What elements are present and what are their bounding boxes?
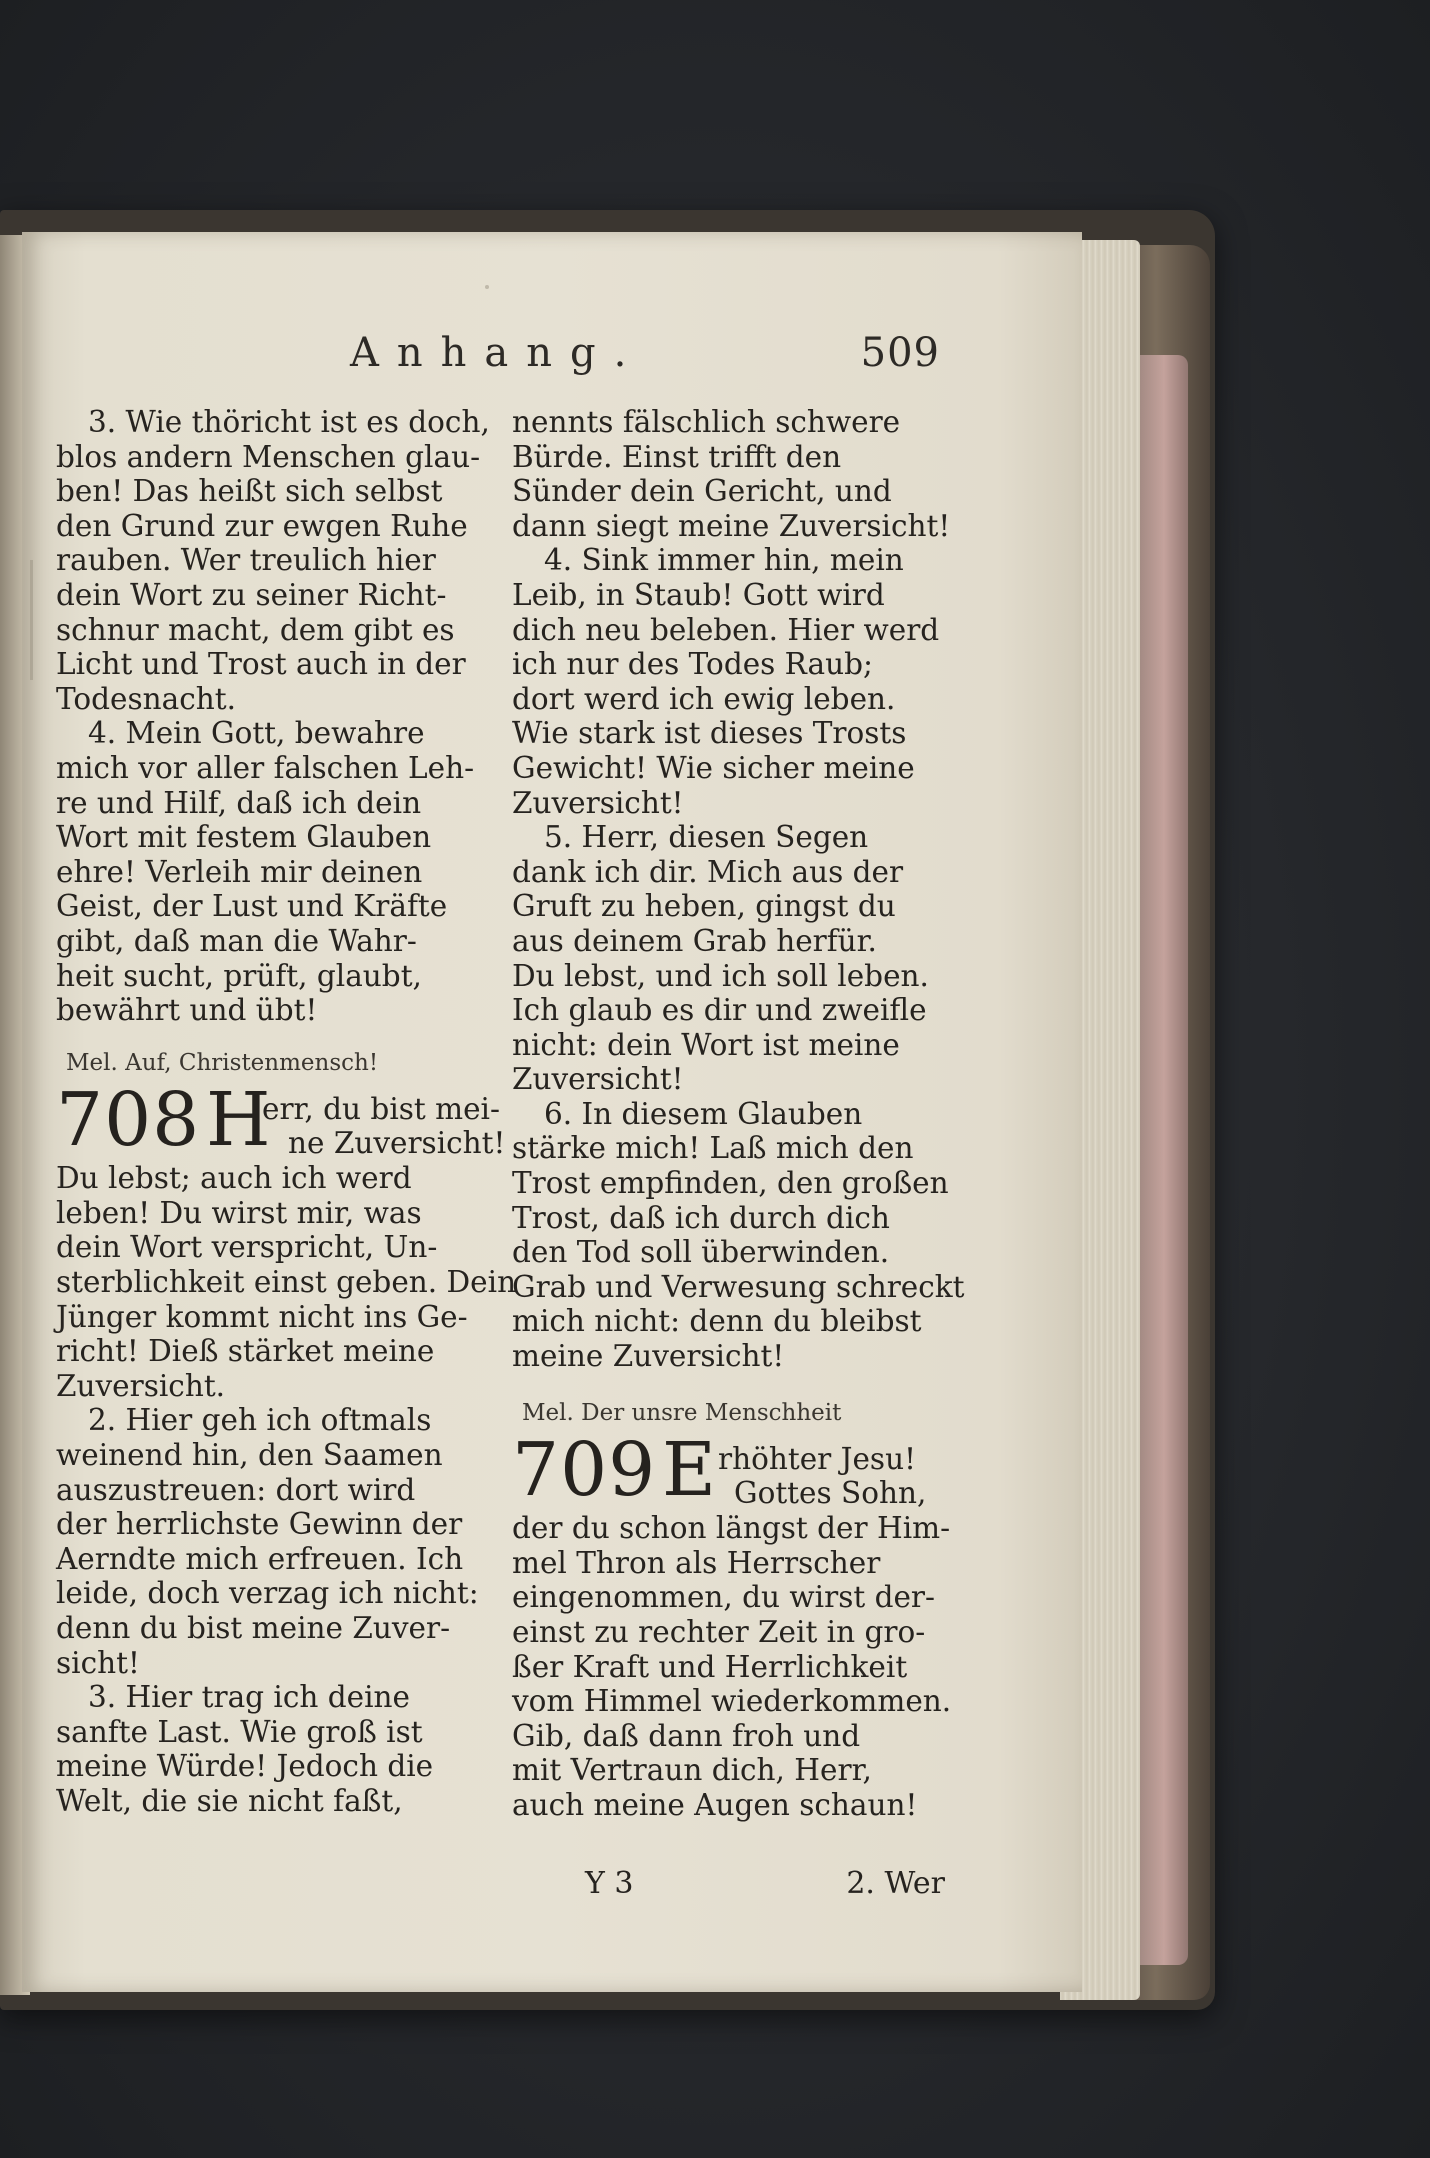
text-line: leben! Du wirst mir, was (56, 1195, 422, 1230)
page-edge-colored (1140, 355, 1188, 1965)
text-line: Du lebst; auch ich werd (56, 1161, 412, 1196)
text-line: ßer Kraft und Herrlichkeit (512, 1649, 908, 1684)
text-line: mich vor aller falschen Leh- (56, 750, 475, 785)
text-line: 6. In diesem Glauben (544, 1096, 863, 1131)
text-line: weinend hin, den Saamen (56, 1438, 443, 1473)
text-line: Gruft zu heben, gingst du (512, 889, 896, 924)
text-line: auszustreuen: dort wird (56, 1472, 416, 1507)
text-line: leide, doch verzag ich nicht: (56, 1576, 479, 1611)
text-line: nicht: dein Wort ist meine (512, 1027, 900, 1062)
right-text-bottom (512, 1511, 952, 1822)
text-line: blos andern Menschen glau- (56, 439, 481, 474)
text-line: einst zu rechter Zeit in gro- (512, 1615, 926, 1649)
text-line: ehre! Verleih mir deinen (56, 854, 423, 889)
text-line: Geist, der Lust und Kräfte (56, 889, 448, 924)
text-line: der herrlichste Gewinn der (56, 1507, 463, 1542)
text-line: Grab und Verwesung schreckt (512, 1269, 965, 1304)
page-header (350, 330, 940, 390)
text-line: gibt, daß man die Wahr- (56, 923, 417, 958)
text-line: Zuversicht! (512, 785, 684, 820)
text-line: Jünger kommt nicht ins Ge- (56, 1299, 468, 1334)
text-line: dein Wort zu seiner Richt- (56, 577, 447, 612)
text-line: mit Vertraun dich, Herr, (512, 1753, 872, 1788)
drop-capital: H (206, 1077, 271, 1164)
page-number: 509 (860, 330, 940, 376)
left-text-top (56, 405, 490, 1028)
paper-crease (30, 560, 33, 680)
text-line: 4. Sink immer hin, mein (544, 543, 904, 578)
left-text-bottom (56, 1161, 517, 1818)
text-line: Wie stark ist dieses Trosts (512, 716, 907, 751)
text-line: Du lebst, und ich soll leben. (512, 958, 929, 993)
page-footer (585, 1866, 945, 1906)
left-column (56, 405, 517, 1819)
text-line: mich nicht: denn du bleibst (512, 1304, 922, 1339)
text-line: Gewicht! Wie sicher meine (512, 750, 915, 785)
hymn-709-heading (512, 1427, 946, 1514)
hymn-708-heading (56, 1077, 506, 1164)
text-line: rauben. Wer treulich hier (56, 543, 436, 578)
text-line: richt! Dieß stärket meine (56, 1334, 435, 1369)
text-line: meine Zuversicht! (512, 1339, 785, 1374)
signature-mark: Y 3 (585, 1866, 634, 1901)
text-line: Leib, in Staub! Gott wird (512, 577, 885, 612)
text-line: dein Wort verspricht, Un- (56, 1230, 438, 1265)
running-title: Anhang. (350, 330, 645, 376)
melody-line: Mel. Auf, Christenmensch! (66, 1049, 379, 1076)
catchword: 2. Wer (846, 1866, 945, 1901)
text-line: 5. Herr, diesen Segen (544, 820, 869, 855)
text-line: aus deinem Grab herfür. (512, 923, 877, 958)
text-line: sanfte Last. Wie groß ist (56, 1714, 423, 1749)
melody-line: Mel. Der unsre Menschheit (522, 1399, 842, 1426)
text-line: re und Hilf, daß ich dein (56, 785, 422, 820)
text-line: ben! Das heißt sich selbst (56, 474, 443, 509)
drop-capital: E (662, 1427, 717, 1514)
right-column (512, 405, 965, 1823)
text-line: 3. Hier trag ich deine (88, 1680, 410, 1715)
hymn-number: 708 (56, 1077, 201, 1164)
text-line: stärke mich! Laß mich den (512, 1131, 914, 1166)
text-line: Todesnacht. (56, 681, 236, 716)
text-line: Trost empfinden, den großen (512, 1166, 949, 1201)
text-line: den Tod soll überwinden. (512, 1235, 890, 1270)
text-line: Trost, daß ich durch dich (512, 1200, 890, 1235)
text-line: den Grund zur ewgen Ruhe (56, 508, 468, 543)
text-line: denn du bist meine Zuver- (56, 1611, 451, 1645)
text-line: heit sucht, prüft, glaubt, (56, 958, 422, 993)
text-line: Sünder dein Gericht, und (512, 474, 892, 509)
text-line: Zuversicht! (512, 1062, 684, 1097)
text-line: Zuversicht. (56, 1368, 226, 1403)
text-line: sterblichkeit einst geben. Dein (56, 1265, 517, 1300)
hymn-number: 709 (512, 1427, 657, 1514)
text-line: 3. Wie thöricht ist es doch, (88, 405, 490, 439)
text-line: schnur macht, dem gibt es (56, 612, 455, 647)
text-line: mel Thron als Herrscher (512, 1545, 881, 1580)
text-line: Aerndte mich erfreuen. Ich (56, 1541, 464, 1576)
hymn-second-line: ne Zuversicht! (288, 1126, 506, 1161)
text-line: vom Himmel wiederkommen. (512, 1684, 952, 1719)
paper-speck (485, 285, 489, 289)
text-line: Gib, daß dann froh und (512, 1718, 861, 1753)
text-line: dort werd ich ewig leben. (512, 681, 896, 716)
text-line: Wort mit festem Glauben (56, 820, 432, 855)
hymn-second-line: Gottes Sohn, (734, 1476, 927, 1511)
hymn-first-line: rhöhter Jesu! (718, 1442, 916, 1477)
hymn-first-line: err, du bist mei- (262, 1092, 500, 1127)
text-line: bewährt und übt! (56, 993, 318, 1028)
text-line: dank ich dir. Mich aus der (512, 854, 904, 889)
text-line: dich neu beleben. Hier werd (512, 612, 940, 647)
text-line: eingenommen, du wirst der- (512, 1580, 935, 1615)
right-text-top (512, 405, 965, 1374)
text-line: Licht und Trost auch in der (56, 647, 466, 682)
text-line: meine Würde! Jedoch die (56, 1749, 434, 1784)
text-line: sicht! (56, 1645, 140, 1680)
text-line: auch meine Augen schaun! (512, 1787, 918, 1822)
text-line: Ich glaub es dir und zweifle (512, 993, 927, 1028)
text-line: 2. Hier geh ich oftmals (88, 1403, 432, 1438)
text-line: nennts fälschlich schwere (512, 405, 901, 439)
text-line: ich nur des Todes Raub; (512, 647, 873, 682)
text-line: 4. Mein Gott, bewahre (88, 716, 425, 751)
text-line: der du schon längst der Him- (512, 1511, 951, 1546)
text-line: Bürde. Einst trifft den (512, 439, 842, 474)
text-line: dann siegt meine Zuversicht! (512, 508, 951, 543)
text-line: Welt, die sie nicht faßt, (56, 1783, 403, 1818)
